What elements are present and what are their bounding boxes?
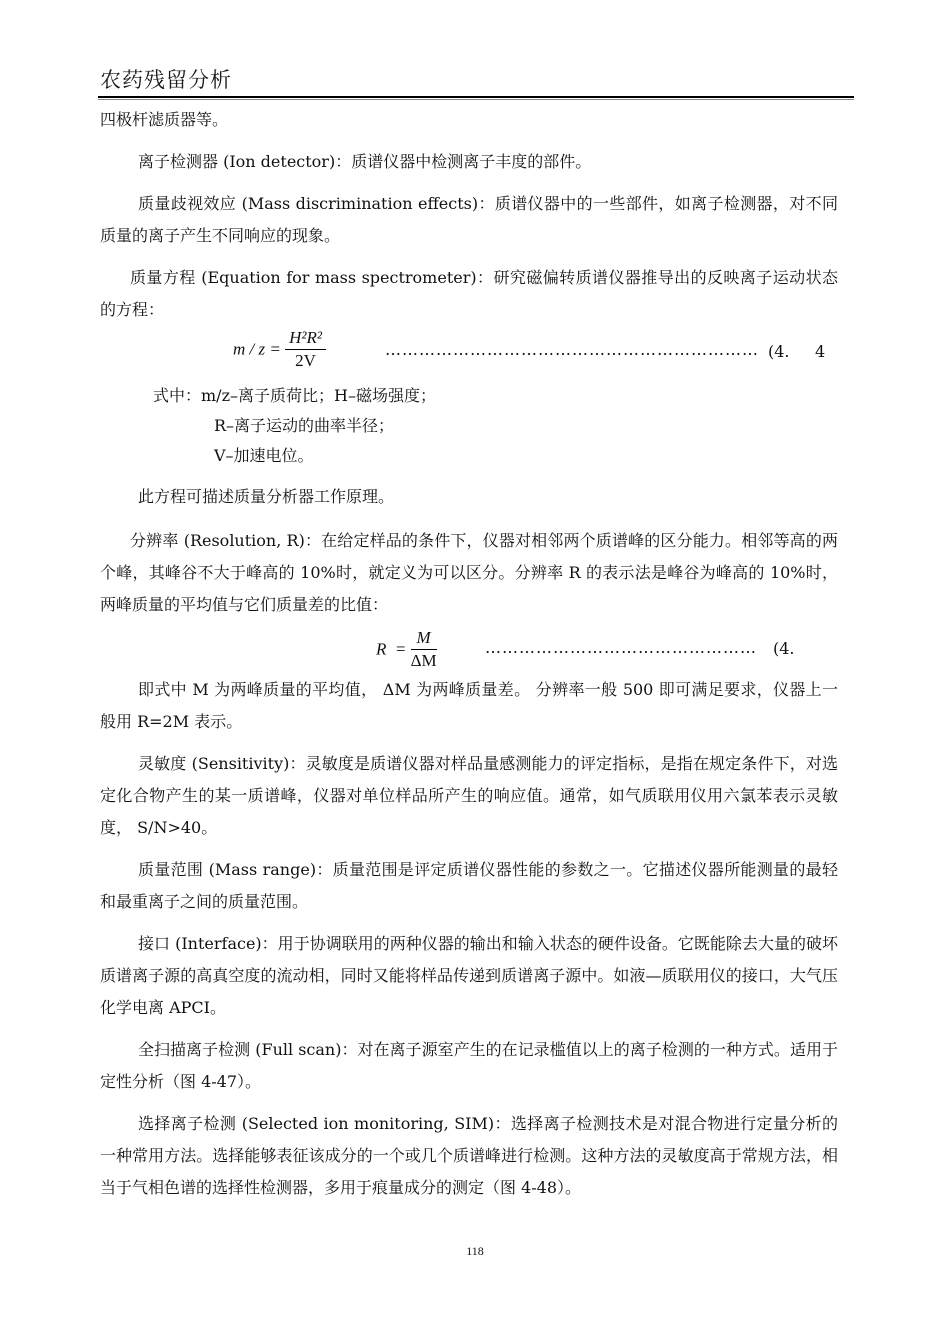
equation-resolution: [376, 628, 437, 671]
where-line-3: V–加速电位。: [214, 446, 314, 465]
body-block-top: [100, 104, 838, 326]
equation-mass-number: (4.: [768, 342, 790, 361]
equation-resolution-lhs: R =: [376, 639, 407, 659]
equation-resolution-denominator: ΔM: [410, 651, 437, 670]
body-block-bottom: [100, 674, 838, 1204]
equation-mass-denominator: 2V: [295, 351, 316, 370]
equation-mass: [233, 328, 326, 371]
body-block-middle: [100, 481, 838, 621]
paragraph-resolution: 分辨率 (Resolution, R)：在给定样品的条件下，仪器对相邻两个质谱峰的区分能力。相邻等高的两个峰，其峰谷不大于峰高的 10%时，就定义为可以区分。分辨率 R 的表示法是峰谷为峰高的 10%时，两峰质量的平均值与它们质量差的比值：: [100, 531, 838, 614]
paragraph-full-scan: 全扫描离子检测 (Full scan)：对在离子源室产生的在记录槛值以上的离子检测的一种方式。适用于定性分析（图 4-47）。: [100, 1040, 838, 1091]
where-line-2: R–离子运动的曲率半径；: [214, 416, 395, 435]
equation-mass-number-tail: 4: [815, 342, 826, 361]
paragraph-ion-detector: 离子检测器 (Ion detector)：质谱仪器中检测离子丰度的部件。: [138, 152, 592, 171]
paragraph-mass-range: 质量范围 (Mass range)：质量范围是评定质谱仪器性能的参数之一。它描述仪器所能测量的最轻和最重离子之间的质量范围。: [100, 860, 838, 911]
equation-resolution-numerator: M: [411, 628, 437, 650]
equation-mass-lhs: m / z =: [233, 339, 281, 359]
equation-resolution-leader-dots: …………………………………………: [485, 638, 757, 657]
equation-mass-fraction: [285, 328, 326, 371]
running-header: 农药残留分析: [100, 68, 232, 92]
paragraph-mass-discrimination: 质量歧视效应 (Mass discrimination effects)：质谱仪器中的一些部件，如离子检测器，对不同质量的离子产生不同响应的现象。: [100, 194, 838, 245]
paragraph-interface: 接口 (Interface)：用于协调联用的两种仪器的输出和输入状态的硬件设备。它既能除去大量的破坏质谱离子源的高真空度的流动相，同时又能将样品传递到质谱离子源中。如液—质联用仪的接口，大气压化学电离 APCI。: [100, 934, 838, 1017]
paragraph-continuation: 四极杆滤质器等。: [100, 110, 229, 129]
where-line-1: 式中：m/z–离子质荷比；H–磁场强度；: [153, 386, 436, 405]
paragraph-equation-usage: 此方程可描述质量分析器工作原理。: [138, 487, 395, 506]
equation-resolution-number: (4.: [773, 639, 795, 658]
equation-mass-leader-dots: …………………………………………………………: [385, 340, 759, 359]
paragraph-resolution-note: 即式中 M 为两峰质量的平均值， ΔM 为两峰质量差。 分辨率一般 500 即可满足要求，仪器上一般用 R=2M 表示。: [100, 680, 838, 731]
header-rule: [98, 96, 854, 98]
page-number: 118: [466, 1244, 484, 1258]
equation-resolution-fraction: [411, 628, 437, 671]
equation-mass-numerator: H²R²: [285, 328, 326, 350]
paragraph-mass-equation: 质量方程 (Equation for mass spectrometer)：研究磁偏转质谱仪器推导出的反映离子运动状态的方程：: [100, 268, 838, 319]
header-rule-shadow: [98, 99, 854, 100]
paragraph-sim: 选择离子检测 (Selected ion monitoring, SIM)：选择离子检测技术是对混合物进行定量分析的一种常用方法。选择能够表征该成分的一个或几个质谱峰进行检测。这种方法的灵敏度高于常规方法，相当于气相色谱的选择性检测器，多用于痕量成分的测定（图 4-48）。: [100, 1114, 838, 1197]
paragraph-sensitivity: 灵敏度 (Sensitivity)：灵敏度是质谱仪器对样品量感测能力的评定指标，是指在规定条件下，对选定化合物产生的某一质谱峰，仪器对单位样品所产生的响应值。通常，如气质联用仪用六氯苯表示灵敏度， S/N>40。: [100, 754, 838, 837]
